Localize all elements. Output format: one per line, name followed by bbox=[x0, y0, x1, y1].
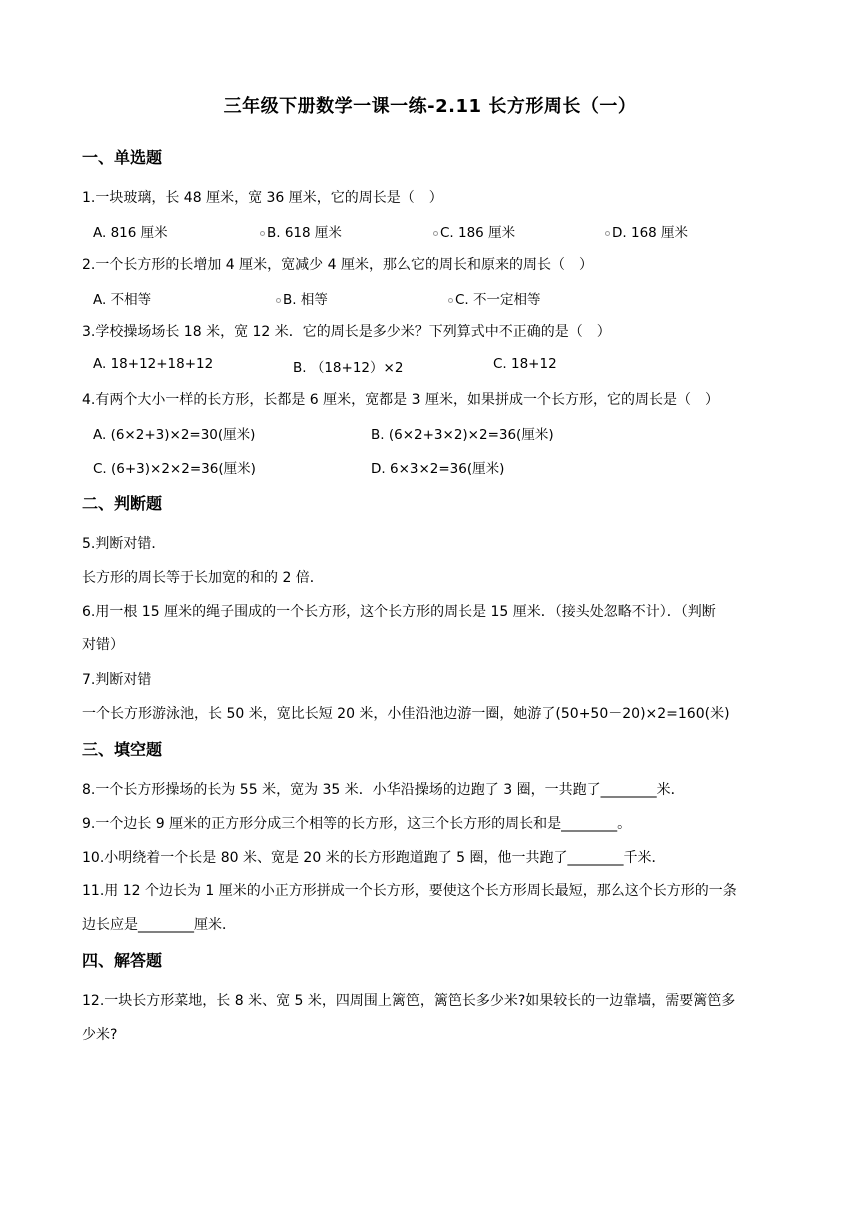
question-4-stem: 4.有两个大小一样的长方形，长都是 6 厘米，宽都是 3 厘米，如果拼成一个长方形，它的周长是（ ） bbox=[82, 392, 719, 408]
question-3-option-b: B. （18+12）×2 bbox=[293, 360, 404, 376]
question-2-stem: 2.一个长方形的长增加 4 厘米，宽减少 4 厘米，那么它的周长和原来的周长（ ） bbox=[82, 257, 593, 273]
option-marker-icon bbox=[276, 298, 281, 303]
question-11-line-2: 边长应是________厘米． bbox=[82, 917, 236, 933]
question-1-option-d: D. 168 厘米 bbox=[605, 221, 688, 241]
question-12-line-2: 少米? bbox=[82, 1027, 118, 1043]
section-heading-fill-in: 三、填空题 bbox=[82, 740, 163, 759]
question-7-line-1: 7.判断对错 bbox=[82, 672, 152, 688]
question-4-option-c: C. (6+3)×2×2=36(厘米) bbox=[93, 461, 256, 477]
question-11-line-1: 11.用 12 个边长为 1 厘米的小正方形拼成一个长方形，要使这个长方形周长最短，那么这个长方形的一条 bbox=[82, 883, 737, 899]
question-8: 8.一个长方形操场的长为 55 米，宽为 35 米．小华沿操场的边跑了 3 圈，一共跑了________米． bbox=[82, 782, 685, 798]
question-2-option-c: C. 不一定相等 bbox=[448, 288, 541, 308]
option-marker-icon bbox=[433, 231, 438, 236]
question-9: 9.一个边长 9 厘米的正方形分成三个相等的长方形，这三个长方形的周长和是________。 bbox=[82, 816, 632, 832]
question-1-option-c: C. 186 厘米 bbox=[433, 221, 515, 241]
option-marker-icon bbox=[448, 298, 453, 303]
question-3-option-c: C. 18+12 bbox=[493, 356, 557, 372]
question-10: 10.小明绕着一个长是 80 米、宽是 20 米的长方形跑道跑了 5 圈，他一共跑了________千米． bbox=[82, 850, 666, 866]
question-12-line-1: 12.一块长方形菜地，长 8 米、宽 5 米，四周围上篱笆，篱笆长多少米?如果较长的一边靠墙，需要篱笆多 bbox=[82, 993, 736, 1009]
section-heading-solve: 四、解答题 bbox=[82, 951, 163, 970]
question-5-line-2: 长方形的周长等于长加宽的和的 2 倍． bbox=[82, 570, 324, 586]
question-2-option-a: A. 不相等 bbox=[93, 292, 152, 308]
question-1-option-a: A. 816 厘米 bbox=[93, 225, 168, 241]
question-3-stem: 3.学校操场场长 18 米，宽 12 米．它的周长是多少米？下列算式中不正确的是（ ） bbox=[82, 324, 611, 340]
option-marker-icon bbox=[260, 231, 265, 236]
section-heading-true-false: 二、判断题 bbox=[82, 494, 163, 513]
section-heading-single-choice: 一、单选题 bbox=[82, 148, 163, 167]
question-4-option-b: B. (6×2+3×2)×2=36(厘米) bbox=[371, 427, 554, 443]
option-marker-icon bbox=[605, 231, 610, 236]
question-4-option-d: D. 6×3×2=36(厘米) bbox=[371, 461, 505, 477]
question-6-line-2: 对错） bbox=[82, 637, 124, 653]
question-3-option-a: A. 18+12+18+12 bbox=[93, 356, 214, 372]
question-1-option-b: B. 618 厘米 bbox=[260, 221, 342, 241]
question-5-line-1: 5.判断对错． bbox=[82, 536, 166, 552]
question-1-stem: 1.一块玻璃，长 48 厘米，宽 36 厘米，它的周长是（ ） bbox=[82, 190, 443, 206]
question-4-option-a: A. (6×2+3)×2=30(厘米) bbox=[93, 427, 256, 443]
document-title: 三年级下册数学一课一练-2.11 长方形周长（一） bbox=[223, 96, 637, 117]
question-2-option-b: B. 相等 bbox=[276, 288, 328, 308]
question-6-line-1: 6.用一根 15 厘米的绳子围成的一个长方形，这个长方形的周长是 15 厘米．（接头处忽略不计）．（判断 bbox=[82, 604, 716, 620]
question-7-line-2: 一个长方形游泳池，长 50 米，宽比长短 20 米，小佳沿池边游一圈，她游了(50+50－20)×2=160(米) bbox=[82, 706, 730, 722]
